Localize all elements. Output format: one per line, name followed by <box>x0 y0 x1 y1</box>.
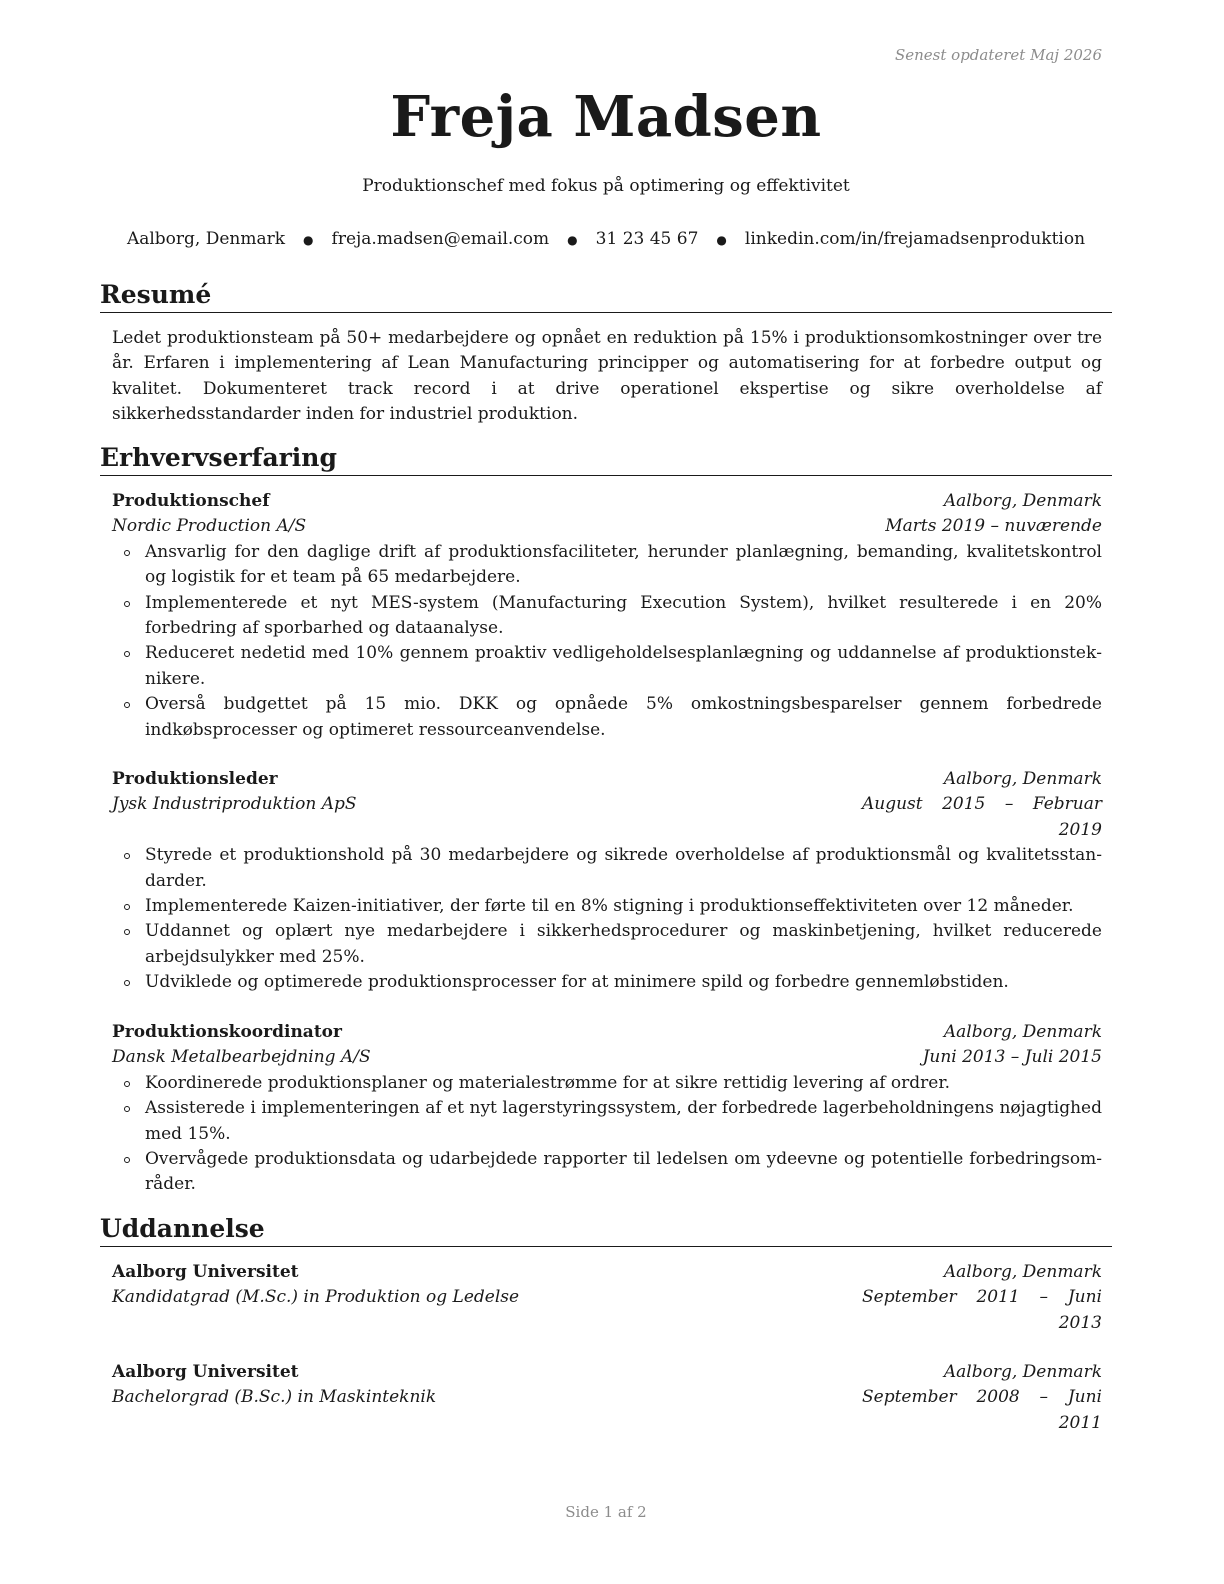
list-item: Implementerede et nyt MES-system (Manufacturing Execution System), hvilket resulterede i en 20% forbedring af sporbarhed og dataanalyse. <box>112 591 1102 642</box>
bullet-separator: ● <box>567 232 578 247</box>
section-title-summary: Resumé <box>100 280 1112 313</box>
list-item: Overså budgettet på 15 mio. DKK og opnåede 5% omkostningsbesparelser gennem forbedrede indkøbsprocesser og optimeret ressourceanvendelse. <box>112 692 1102 743</box>
job-location: Aalborg, Denmark <box>943 1022 1102 1042</box>
school-name: Aalborg Universitet <box>112 1262 299 1282</box>
resume-page <box>100 0 1112 1584</box>
section-title-experience: Erhvervserfaring <box>100 443 1112 476</box>
job-title: Produktionskoordinator <box>112 1022 342 1042</box>
list-item: Udviklede og optimerede produktionsprocesser for at minimere spild og forbedre gennemløbstiden. <box>112 970 1102 995</box>
school-name: Aalborg Universitet <box>112 1362 299 1382</box>
candidate-name: Freja Madsen <box>390 84 822 150</box>
contact-line <box>100 229 1112 249</box>
list-item: Reduceret nedetid med 10% gennem proaktiv vedligeholdelsesplanlægning og uddannelse af produktionsteknikere. <box>112 641 1102 692</box>
job-title: Produktionsleder <box>112 769 278 789</box>
list-item: Assisterede i implementeringen af et nyt lagerstyringssystem, der forbedrede lagerbeholdningens nøjagtighed med 15%. <box>112 1096 1102 1147</box>
job-entry <box>112 1020 1102 1198</box>
job-title: Produktionschef <box>112 491 270 511</box>
job-bullets <box>112 1071 1102 1198</box>
bullet-separator: ● <box>716 232 727 247</box>
job-dates: August 2015 – Februar 2019 <box>862 794 1102 840</box>
job-bullets <box>112 540 1102 743</box>
section-title-education: Uddannelse <box>100 1214 1112 1247</box>
list-item: Overvågede produktionsdata og udarbejdede rapporter til ledelsen om ydeevne og potentielle forbedringsområder. <box>112 1147 1102 1198</box>
school-location: Aalborg, Denmark <box>943 1262 1102 1282</box>
job-dates: Marts 2019 – nuværende <box>885 516 1102 537</box>
education-dates: September 2011 – Juni 2013 <box>862 1287 1102 1333</box>
job-company: Jysk Industriproduktion ApS <box>112 794 357 815</box>
job-location: Aalborg, Denmark <box>943 491 1102 511</box>
job-company: Dansk Metalbearbejdning A/S <box>112 1047 371 1068</box>
list-item: Uddannet og oplært nye medarbejdere i sikkerhedsprocedurer og maskinbetjening, hvilket reducerede arbejdsulykker med 25%. <box>112 919 1102 970</box>
job-entry <box>112 767 1102 996</box>
job-location: Aalborg, Denmark <box>943 769 1102 789</box>
bullet-separator: ● <box>303 232 314 247</box>
education-entry <box>112 1260 1102 1336</box>
job-entry <box>112 489 1102 743</box>
contact-email[interactable]: freja.madsen@email.com <box>331 229 550 249</box>
degree: Bachelorgrad (B.Sc.) in Maskinteknik <box>112 1387 437 1408</box>
job-company: Nordic Production A/S <box>112 516 307 537</box>
contact-linkedin[interactable]: linkedin.com/in/frejamadsenproduktion <box>744 229 1086 249</box>
last-updated: Senest opdateret Maj 2026 <box>894 46 1102 64</box>
degree: Kandidatgrad (M.Sc.) in Produktion og Ledelse <box>112 1287 520 1308</box>
school-location: Aalborg, Denmark <box>943 1362 1102 1382</box>
list-item: Koordinerede produktionsplaner og materialestrømme for at sikre rettidig levering af ordrer. <box>112 1071 1102 1096</box>
job-dates: Juni 2013 – Juli 2015 <box>922 1047 1102 1068</box>
page-number: Side 1 af 2 <box>565 1503 647 1521</box>
list-item: Ansvarlig for den daglige drift af produktionsfaciliteter, herunder planlægning, bemanding, kvalitetskontrol og logistik for et team på 65 medarbejdere. <box>112 540 1102 591</box>
education-dates: September 2008 – Juni 2011 <box>862 1387 1102 1433</box>
contact-phone: 31 23 45 67 <box>595 229 699 249</box>
education-entry <box>112 1360 1102 1436</box>
job-bullets <box>112 843 1102 995</box>
tagline: Produktionschef med fokus på optimering og effektivitet <box>362 176 850 196</box>
contact-location: Aalborg, Denmark <box>126 229 286 249</box>
list-item: Styrede et produktionshold på 30 medarbejdere og sikrede overholdelse af produktionsmål og kvalitetsstandarder. <box>112 843 1102 894</box>
list-item: Implementerede Kaizen-initiativer, der førte til en 8% stigning i produktionseffektiviteten over 12 måneder. <box>112 894 1102 919</box>
summary-text: Ledet produktionsteam på 50+ medarbejdere og opnået en reduktion på 15% i produktionsomkostninger over tre år. Erfaren i implementering af Lean Manufacturing principper og automatisering for at forbedre output og kvalitet. Dokumenteret track record i at drive operationel ekspertise og sikre overholdelse af sikkerhedsstandarder inden for industriel produktion. <box>112 328 1102 425</box>
